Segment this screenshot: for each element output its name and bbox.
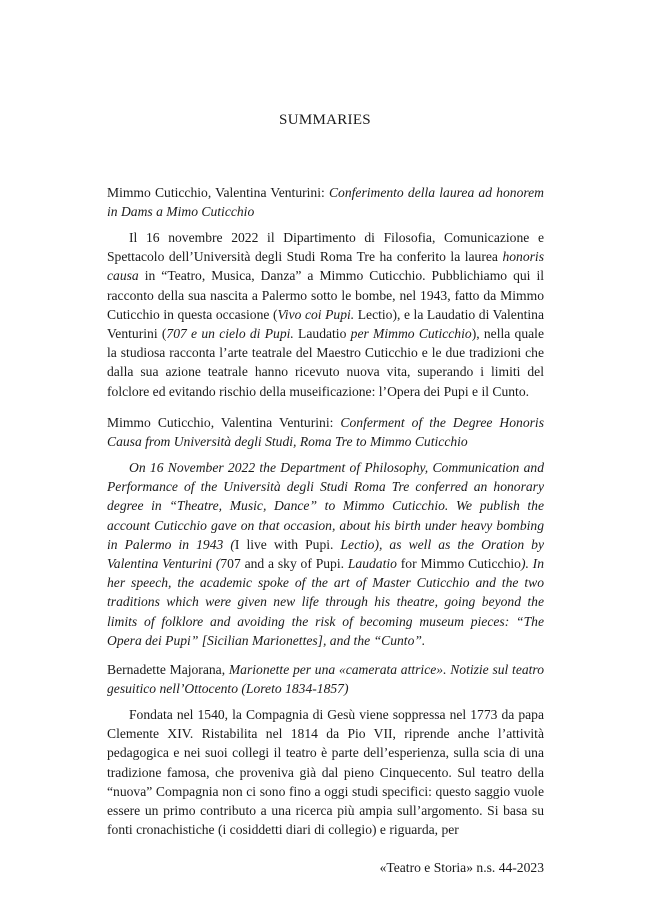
text-span: Lectio), as well as the Oration by Valentina Venturini ( (107, 536, 544, 572)
text-span: ), nella quale la studiosa racconta l’arte teatrale del Maestro Cuticchio e le due tradizioni che dalla sua azione teatrale hanno ricevuto nuova vita, superando i limiti del folclore ed evitando rischio della museificazione: l’Opera dei Pupi e il Cunto. (107, 326, 544, 399)
entry-authors: Mimmo Cuticchio, Valentina Venturini: (107, 415, 341, 430)
text-span: Lectio), e la Laudatio di Valentina Venturini ( (107, 306, 544, 342)
text-span: in “Teatro, Musica, Danza” a Mimmo Cuticchio. Pubblichiamo qui il racconto della sua nascita a Palermo sotto le bombe, nel 1943, fatto da Mimmo Cuticchio in questa occasione ( (107, 268, 544, 322)
page-title: SUMMARIES (279, 112, 371, 128)
entry-heading (107, 183, 544, 221)
upright-span: 707 and a sky of Pupi. (220, 556, 345, 572)
entry-authors: Mimmo Cuticchio, Valentina Venturini: (107, 185, 329, 200)
upright-span: I live with Pupi. (234, 536, 334, 552)
italic-span: 707 e un cielo di Pupi. (166, 326, 294, 342)
summary-entry-3 (107, 660, 544, 839)
entry-abstract: Fondata nel 1540, la Compagnia di Gesù viene soppressa nel 1773 da papa Clemente XIV. Ristabilita nel 1814 da Pio VII, riprende anche l’attività pedagogica e nei suoi collegi il teatro è parte dell’esperienza, sulla scia di una tradizione famosa, che proveniva già dal pieno Cinquecento. Sul teatro della “nuova” Compagnia non ci sono fino a oggi studi specifici: questo saggio vuole essere un primo contributo a una ricerca più ampia sull’argomento. Si basa su fonti cronachistiche (i cosiddetti diari di collegio) e riguarda, per (107, 707, 544, 838)
italic-span: Laudatio (347, 556, 397, 572)
summary-entry-2 (107, 413, 544, 650)
text-span: On 16 November 2022 the Department of Philosophy, Communication and Performance of the Università degli Studi Roma Tre conferred an honorary degree in “Theatre, Music, Dance” to Mimmo Cuticchio. We publish the account Cuticchio gave on that occasion, about his birth under heavy bombing in Palermo in 1943 ( (107, 460, 544, 552)
entry-title: Conferimento della laurea ad honorem in Dams a Mimo Cuticchio (107, 185, 544, 219)
entry-title: Conferment of the Degree Honoris Causa from Università degli Studi, Roma Tre to Mimmo Cuticchio (107, 415, 544, 449)
upright-span: for Mimmo Cuticchio (396, 556, 521, 572)
entry-authors: Bernadette Majorana, (107, 662, 229, 677)
text-span: Laudatio (293, 326, 351, 342)
entry-title: Marionette per una «camerata attrice». Notizie sul teatro gesuitico nell’Ottocento (Loreto 1834-1857) (107, 662, 545, 696)
entry-abstract (107, 458, 544, 650)
entry-abstract (107, 228, 544, 401)
text-span: ). In her speech, the academic spoke of the art of Master Cuticchio and the two traditions which were given new life through his theatre, going beyond the limits of folklore and avoiding the risk of becoming museum pieces: “The Opera dei Pupi” [Sicilian Marionettes], and the “Cunto”. (107, 556, 545, 648)
journal-footer: «Teatro e Storia» n.s. 44-2023 (379, 860, 544, 875)
italic-span: per Mimmo Cuticchio (350, 326, 472, 342)
entry-heading (107, 413, 544, 451)
italic-span: Vivo coi Pupi. (277, 306, 355, 322)
text-span: Il 16 novembre 2022 il Dipartimento di Filosofia, Comunicazione e Spettacolo dell’Università degli Studi Roma Tre ha conferito la laurea (107, 230, 544, 265)
summary-entry-1 (107, 183, 544, 401)
entry-heading (107, 660, 544, 698)
italic-span: honoris causa (107, 249, 544, 284)
